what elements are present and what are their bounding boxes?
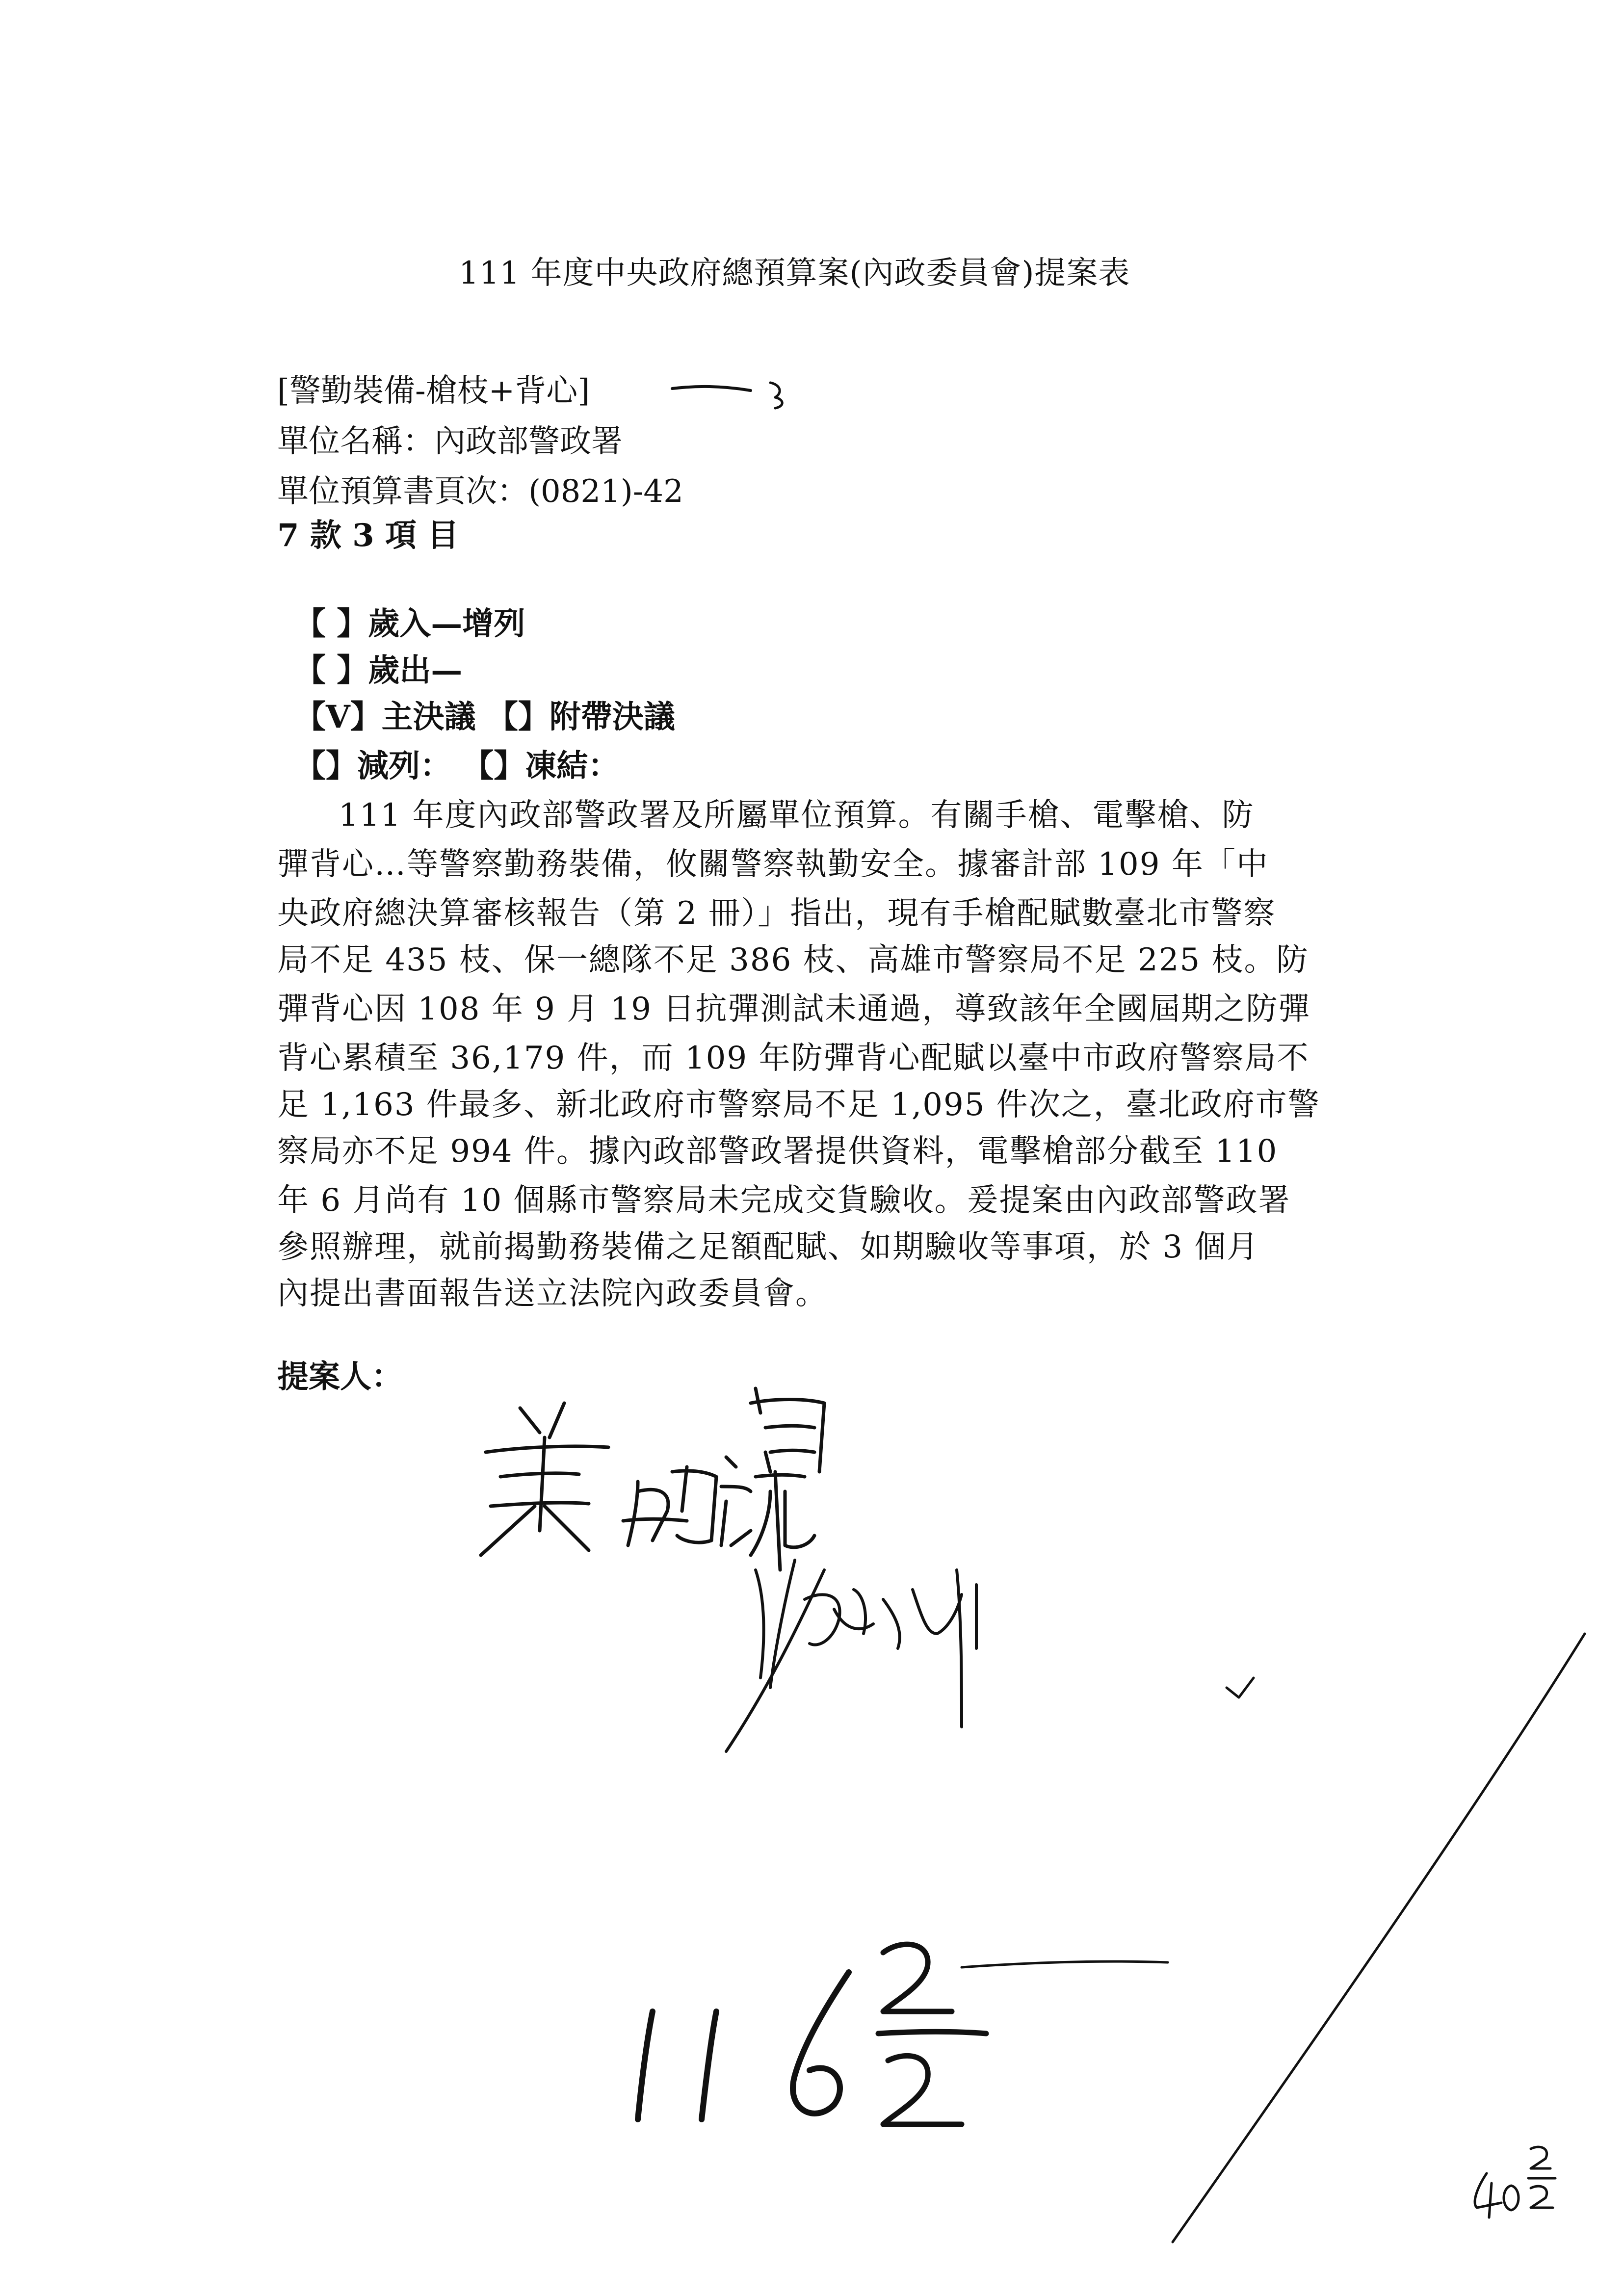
checkbox-reduce-freeze: 【】減列： 【】凍結： [294, 748, 620, 784]
checkbox-expenditure: 【 】歲出— [294, 652, 463, 689]
diagonal-pen-line [1173, 1634, 1585, 2242]
body-line: 背心累積至 36,179 件，而 109 年防彈背心配賦以臺中市政府警察局不 [277, 1040, 1310, 1076]
proposal-topic: [警勤裝備-槍枝+背心] [277, 373, 590, 409]
body-line: 111 年度內政部警政署及所屬單位預算。有關手槍、電擊槍、防 [339, 797, 1255, 834]
small-check-mark [1227, 1678, 1254, 1697]
document-title: 111 年度中央政府總預算案(內政委員會)提案表 [459, 255, 1130, 291]
proposer-label: 提案人： [277, 1358, 403, 1395]
body-line: 內提出書面報告送立法院內政委員會。 [277, 1276, 828, 1312]
body-line: 彈背心…等警察勤務裝備，攸關警察執勤安全。據審計部 109 年「中 [277, 846, 1269, 883]
budget-page-number: 單位預算書頁次：(0821)-42 [277, 473, 683, 510]
topic-handwritten-mark [672, 383, 782, 408]
body-line: 央政府總決算審核報告（第 2 冊）」指出，現有手槍配賦數臺北市警察 [277, 895, 1276, 932]
body-line: 彈背心因 108 年 9 月 19 日抗彈測試未通過，導致該年全國屆期之防彈 [277, 991, 1311, 1027]
budget-item: 7 款 3 項 目 [277, 517, 459, 554]
body-line: 局不足 435 枝、保一總隊不足 386 枝、高雄市警察局不足 225 枝。防 [277, 942, 1309, 978]
body-line: 參照辦理，就前揭勤務裝備之足額配賦、如期驗收等事項，於 3 個月 [277, 1229, 1259, 1265]
checkbox-revenue: 【 】歲入—增列 [294, 605, 525, 642]
signature-1 [481, 1388, 824, 1570]
checkbox-resolution: 【V】主決議 【】附帶決議 [294, 699, 675, 735]
handwritten-page-mark [1475, 2147, 1555, 2218]
signature-2 [726, 1560, 976, 1751]
body-line: 察局亦不足 994 件。據內政部警政署提供資料，電擊槍部分截至 110 [277, 1133, 1278, 1170]
unit-name: 單位名稱：內政部警政署 [277, 423, 623, 460]
body-line: 年 6 月尚有 10 個縣市警察局未完成交貨驗收。爰提案由內政部警政署 [277, 1182, 1291, 1219]
body-line: 足 1,163 件最多、新北政府市警察局不足 1,095 件次之，臺北政府市警 [277, 1087, 1320, 1123]
handwritten-number-116 [638, 1944, 1168, 2124]
